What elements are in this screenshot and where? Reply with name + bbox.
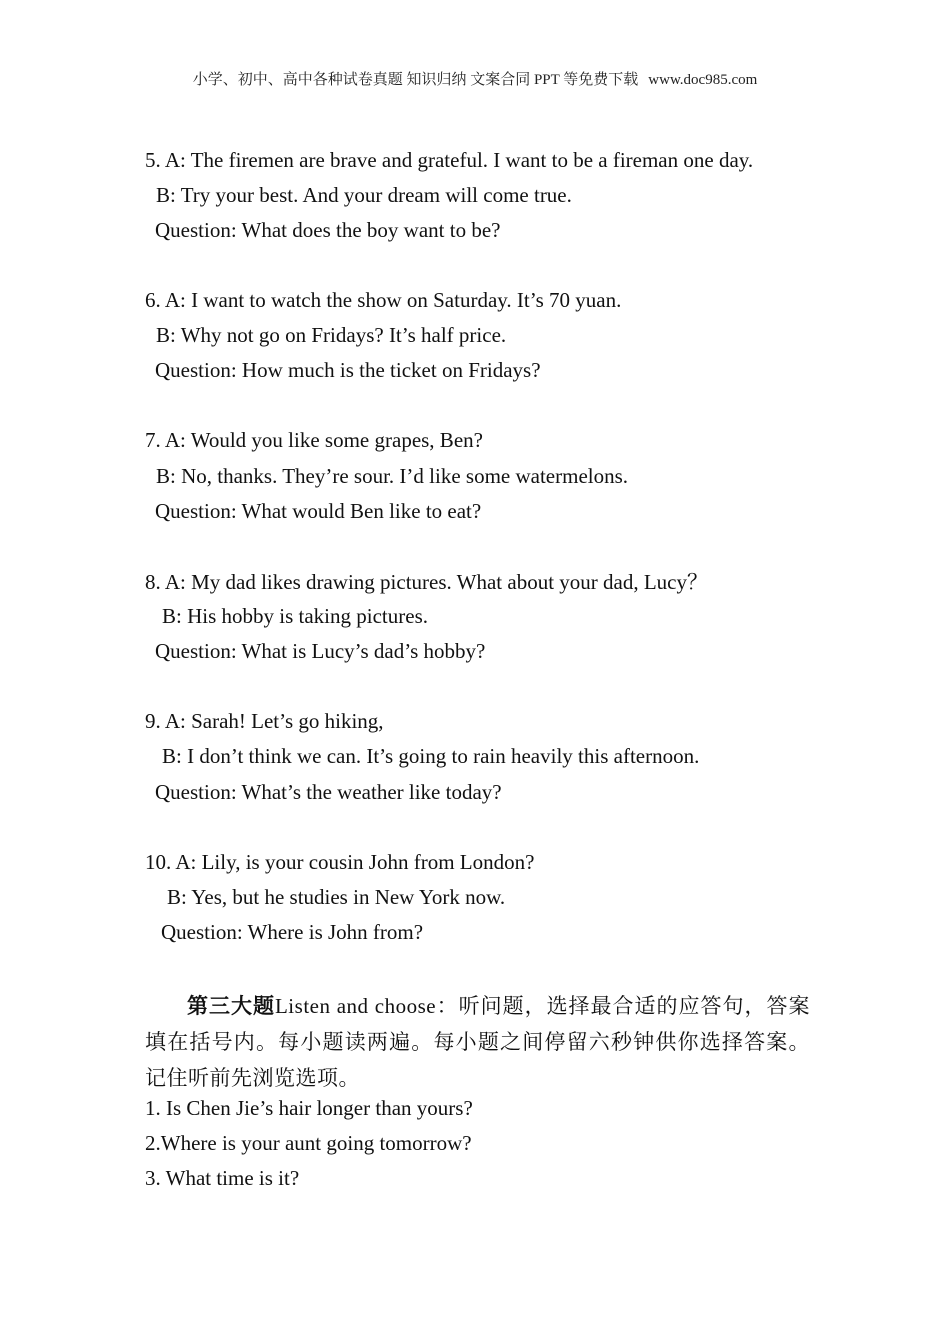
section-3-question-3: 3. What time is it? — [145, 1166, 300, 1190]
dialogue-5-question: Question: What does the boy want to be? — [155, 218, 501, 242]
dialogue-8-a: 8. A: My dad likes drawing pictures. What about your dad, Lucy？ — [145, 570, 709, 594]
header-text: 小学、初中、高中各种试卷真题 知识归纳 文案合同 PPT 等免费下载 — [192, 72, 639, 88]
dialogue-5-b: B: Try your best. And your dream will come true. — [156, 183, 572, 207]
dialogue-7-b: B: No, thanks. They’re sour. I’d like some watermelons. — [156, 464, 629, 488]
dialogue-7-question: Question: What would Ben like to eat? — [155, 499, 482, 523]
section-3-title: 第三大题 — [187, 994, 275, 1018]
section-3-question-1: 1. Is Chen Jie’s hair longer than yours? — [145, 1096, 473, 1120]
dialogue-8-b: B: His hobby is taking pictures. — [162, 604, 428, 628]
dialogue-10-a: 10. A: Lily, is your cousin John from London? — [145, 850, 535, 874]
dialogue-7-a: 7. A: Would you like some grapes, Ben? — [145, 428, 483, 452]
dialogue-10-b: B: Yes, but he studies in New York now. — [167, 885, 506, 909]
section-3-text: Listen and choose：听问题，选择最合适的应答句，答案填在括号内。每小题读两遍。每小题之间停留六秒钟供你选择答案。记住听前先浏览选项。 — [145, 994, 811, 1090]
page-header — [0, 68, 950, 89]
section-3-instructions — [145, 988, 810, 1096]
section-3-question-2: 2.Where is your aunt going tomorrow? — [145, 1131, 472, 1155]
dialogue-6-question: Question: How much is the ticket on Fridays? — [155, 358, 541, 382]
dialogue-9-b: B: I don’t think we can. It’s going to rain heavily this afternoon. — [162, 744, 700, 768]
dialogue-6-b: B: Why not go on Fridays? It’s half price. — [156, 323, 507, 347]
dialogue-5-a: 5. A: The firemen are brave and grateful. I want to be a fireman one day. — [145, 148, 754, 172]
dialogue-9-question: Question: What’s the weather like today? — [155, 780, 502, 804]
dialogue-6-a: 6. A: I want to watch the show on Saturday. It’s 70 yuan. — [145, 288, 622, 312]
dialogue-8-question: Question: What is Lucy’s dad’s hobby? — [155, 639, 486, 663]
dialogue-9-a: 9. A: Sarah! Let’s go hiking, — [145, 709, 384, 733]
dialogue-10-question: Question: Where is John from? — [161, 920, 424, 944]
header-site: www.doc985.com — [648, 72, 758, 88]
